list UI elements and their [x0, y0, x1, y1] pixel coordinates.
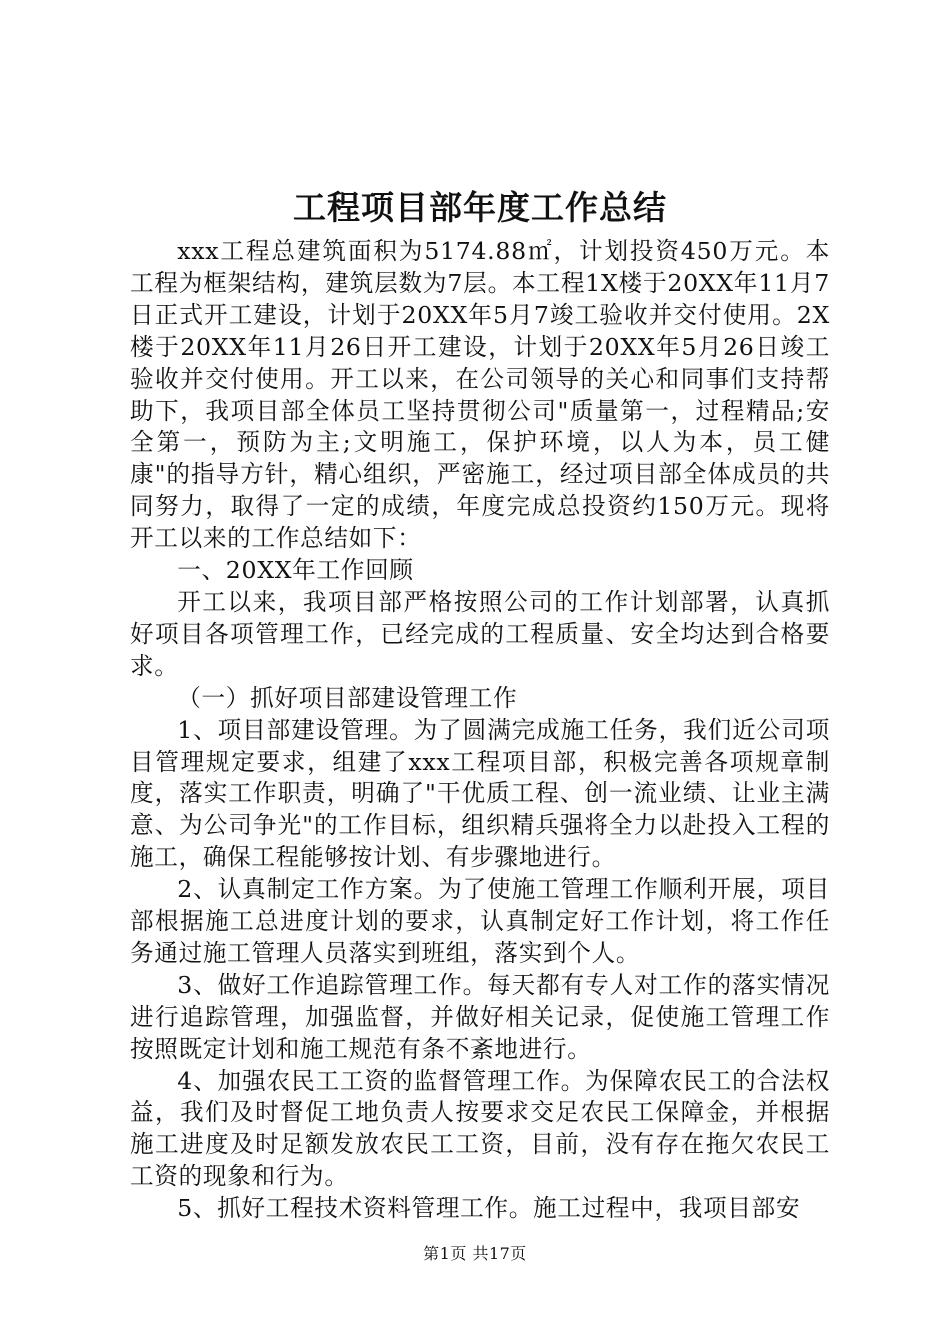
document-title: 工程项目部年度工作总结 — [293, 188, 667, 227]
subsection-heading-management: （一）抓好项目部建设管理工作 — [177, 683, 518, 712]
list-item-4: 4、加强农民工工资的监督管理工作。为保障农民工的合法权益，我们及时督促工地负责人按要求交足农民工保障金，并根据施工进度及时足额发放农民工工资，目前，没有存在拖欠农民工工资的现象和行为。 — [130, 1066, 830, 1191]
intro-paragraph: xxx工程总建筑面积为5174.88㎡，计划投资450万元。本工程为框架结构，建筑层数为7层。本工程1X楼于20XX年11月7日正式开工建设，计划于20XX年5月7竣工验收并交付使用。2X楼于20XX年11月26日开工建设，计划于20XX年5月26日竣工验收并交付使用。开工以来，在公司领导的关心和同事们支持帮助下，我项目部全体员工坚持贯彻公司"质量第一，过程精品;安全第一，预防为主;文明施工，保护环境，以人为本，员工健康"的指导方针，精心组织，严密施工，经过项目部全体成员的共同努力，取得了一定的成绩，年度完成总投资约150万元。现将开工以来的工作总结如下： — [130, 237, 830, 553]
list-item-5: 5、抓好工程技术资料管理工作。施工过程中，我项目部安 — [177, 1194, 801, 1223]
review-paragraph: 开工以来，我项目部严格按照公司的工作计划部署，认真抓好项目各项管理工作，已经完成的工程质量、安全均达到合格要求。 — [130, 587, 830, 680]
page-footer: 第1页 共17页 — [423, 1244, 527, 1263]
document-body — [130, 236, 830, 1225]
section-heading-review: 一、20XX年工作回顾 — [177, 556, 414, 585]
list-item-2: 2、认真制定工作方案。为了使施工管理工作顺利开展，项目部根据施工总进度计划的要求，认真制定好工作计划，将工作任务通过施工管理人员落实到班组，落实到个人。 — [130, 875, 830, 967]
list-item-1: 1、项目部建设管理。为了圆满完成施工任务，我们近公司项目管理规定要求，组建了xxx工程项目部，积极完善各项规章制度，落实工作职责，明确了"干优质工程、创一流业绩、让业主满意、为公司争光"的工作目标，组织精兵强将全力以赴投入工程的施工，确保工程能够按计划、有步骤地进行。 — [130, 715, 830, 872]
list-item-3: 3、做好工作追踪管理工作。每天都有专人对工作的落实情况进行追踪管理，加强监督，并做好相关记录，促使施工管理工作按照既定计划和施工规范有条不紊地进行。 — [130, 970, 830, 1063]
